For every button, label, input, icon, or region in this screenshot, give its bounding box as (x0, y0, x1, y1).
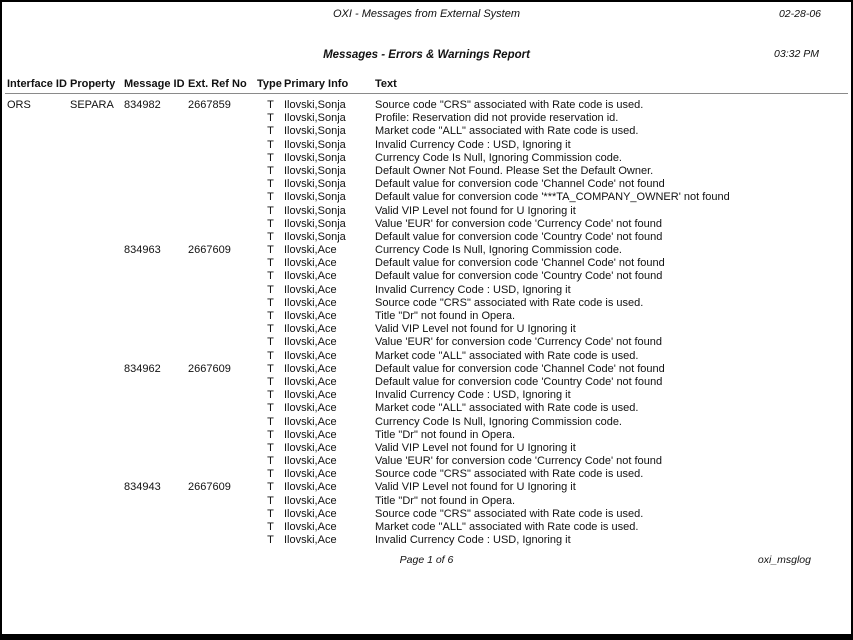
cell-type: T (267, 244, 274, 257)
cell-type: T (267, 296, 274, 309)
cell-primary-info: Ilovski,Ace (284, 336, 337, 349)
cell-type: T (267, 138, 274, 151)
table-header-divider (5, 93, 848, 94)
cell-type: T (267, 481, 274, 494)
cell-primary-info: Ilovski,Ace (284, 244, 337, 257)
table-row (2, 205, 851, 218)
cell-type: T (267, 415, 274, 428)
cell-message-text: Invalid Currency Code : USD, Ignoring it (375, 138, 571, 151)
table-row (2, 218, 851, 231)
column-header-interface-id: Interface ID (7, 78, 67, 90)
cell-type: T (267, 428, 274, 441)
cell-message-text: Profile: Reservation did not provide reservation id. (375, 112, 619, 125)
cell-message-text: Source code "CRS" associated with Rate code is used. (375, 507, 644, 520)
table-row (2, 429, 851, 442)
table-row (2, 534, 851, 547)
cell-type: T (267, 455, 274, 468)
cell-message-text: Default Owner Not Found. Please Set the Default Owner. (375, 164, 654, 177)
cell-message-text: Default value for conversion code 'Channel Code' not found (375, 257, 665, 270)
table-row (2, 310, 851, 323)
cell-message-id: 834943 (124, 481, 161, 494)
column-header-primary-info: Primary Info (284, 78, 349, 90)
table-row (2, 125, 851, 138)
table-row (2, 178, 851, 191)
table-row (2, 270, 851, 283)
table-row (2, 231, 851, 244)
cell-primary-info: Ilovski,Sonja (284, 99, 346, 111)
table-row (2, 455, 851, 468)
cell-message-text: Valid VIP Level not found for U Ignoring it (375, 481, 576, 494)
cell-primary-info: Ilovski,Ace (284, 270, 337, 283)
cell-ext-ref-no: 2667609 (188, 481, 231, 494)
cell-primary-info: Ilovski,Ace (284, 257, 337, 270)
cell-primary-info: Ilovski,Ace (284, 296, 337, 309)
cell-type: T (267, 507, 274, 520)
cell-message-text: Title "Dr" not found in Opera. (375, 428, 516, 441)
cell-type: T (267, 375, 274, 388)
cell-type: T (267, 164, 274, 177)
cell-primary-info: Ilovski,Ace (284, 415, 337, 428)
table-row (2, 139, 851, 152)
cell-message-text: Source code "CRS" associated with Rate code is used. (375, 99, 644, 111)
cell-type: T (267, 468, 274, 481)
cell-property: SEPARA (70, 99, 114, 111)
cell-primary-info: Ilovski,Sonja (284, 138, 346, 151)
cell-type: T (267, 389, 274, 402)
cell-message-text: Invalid Currency Code : USD, Ignoring it (375, 283, 571, 296)
cell-primary-info: Ilovski,Ace (284, 455, 337, 468)
cell-primary-info: Ilovski,Sonja (284, 112, 346, 125)
cell-primary-info: Ilovski,Ace (284, 362, 337, 375)
cell-ext-ref-no: 2667609 (188, 362, 231, 375)
table-row (2, 99, 851, 112)
cell-message-text: Source code "CRS" associated with Rate code is used. (375, 468, 644, 481)
cell-message-text: Market code "ALL" associated with Rate code is used. (375, 402, 639, 415)
cell-message-text: Currency Code Is Null, Ignoring Commission code. (375, 415, 622, 428)
cell-type: T (267, 521, 274, 533)
cell-primary-info: Ilovski,Ace (284, 494, 337, 507)
cell-type: T (267, 151, 274, 164)
table-row (2, 442, 851, 455)
cell-primary-info: Ilovski,Sonja (284, 204, 346, 217)
report-subtitle: Messages - Errors & Warnings Report (323, 49, 530, 61)
report-title: OXI - Messages from External System (332, 8, 521, 20)
cell-primary-info: Ilovski,Sonja (284, 178, 346, 191)
cell-message-id: 834963 (124, 244, 161, 257)
table-row (2, 323, 851, 336)
table-row (2, 481, 851, 494)
table-row (2, 336, 851, 349)
cell-message-text: Default value for conversion code 'Channel Code' not found (375, 362, 665, 375)
cell-message-text: Market code "ALL" associated with Rate code is used. (375, 349, 639, 362)
footer-report-name: oxi_msglog (757, 554, 811, 566)
table-row (2, 402, 851, 415)
cell-primary-info: Ilovski,Ace (284, 349, 337, 362)
cell-type: T (267, 441, 274, 454)
cell-primary-info: Ilovski,Ace (284, 310, 337, 322)
cell-type: T (267, 283, 274, 296)
column-header-message-id: Message ID (124, 78, 185, 90)
cell-message-text: Value 'EUR' for conversion code 'Currency Code' not found (375, 336, 663, 349)
cell-message-text: Valid VIP Level not found for U Ignoring it (375, 323, 576, 336)
cell-message-text: Currency Code Is Null, Ignoring Commission code. (375, 244, 622, 257)
cell-primary-info: Ilovski,Ace (284, 402, 337, 415)
cell-primary-info: Ilovski,Ace (284, 428, 337, 441)
table-row (2, 389, 851, 402)
table-row (2, 152, 851, 165)
cell-message-text: Source code "CRS" associated with Rate code is used. (375, 296, 644, 309)
cell-primary-info: Ilovski,Sonja (284, 230, 346, 243)
cell-primary-info: Ilovski,Sonja (284, 164, 346, 177)
cell-type: T (267, 336, 274, 349)
table-header-row (2, 78, 851, 90)
cell-type: T (267, 125, 274, 138)
table-row (2, 508, 851, 521)
table-row (2, 521, 851, 534)
cell-message-text: Title "Dr" not found in Opera. (375, 494, 516, 507)
cell-type: T (267, 534, 274, 547)
cell-primary-info: Ilovski,Sonja (284, 191, 346, 204)
report-time: 03:32 PM (774, 48, 819, 60)
table-row (2, 468, 851, 481)
column-header-property: Property (70, 78, 116, 90)
cell-message-text: Default value for conversion code 'Country Code' not found (375, 270, 663, 283)
cell-type: T (267, 257, 274, 270)
cell-message-text: Valid VIP Level not found for U Ignoring it (375, 441, 576, 454)
cell-message-text: Default value for conversion code 'Country Code' not found (375, 230, 663, 243)
cell-message-text: Currency Code Is Null, Ignoring Commission code. (375, 151, 622, 164)
cell-message-text: Value 'EUR' for conversion code 'Currency Code' not found (375, 217, 663, 230)
cell-primary-info: Ilovski,Ace (284, 481, 337, 494)
table-row (2, 350, 851, 363)
table-row (2, 191, 851, 204)
cell-primary-info: Ilovski,Ace (284, 389, 337, 402)
cell-message-text: Market code "ALL" associated with Rate code is used. (375, 521, 639, 533)
column-header-type: Type (257, 78, 282, 90)
cell-message-text: Valid VIP Level not found for U Ignoring it (375, 204, 576, 217)
table-row (2, 495, 851, 508)
cell-type: T (267, 494, 274, 507)
cell-primary-info: Ilovski,Ace (284, 323, 337, 336)
cell-type: T (267, 310, 274, 322)
table-row (2, 297, 851, 310)
cell-message-text: Default value for conversion code 'Country Code' not found (375, 375, 663, 388)
cell-message-text: Default value for conversion code '***TA_COMPANY_OWNER' not found (375, 191, 730, 204)
cell-type: T (267, 230, 274, 243)
cell-primary-info: Ilovski,Ace (284, 468, 337, 481)
table-row (2, 376, 851, 389)
cell-ext-ref-no: 2667859 (188, 99, 231, 111)
column-header-text: Text (375, 78, 397, 90)
table-row (2, 112, 851, 125)
cell-message-id: 834962 (124, 362, 161, 375)
cell-type: T (267, 178, 274, 191)
cell-type: T (267, 217, 274, 230)
footer-page-number: Page 1 of 6 (399, 554, 454, 566)
cell-type: T (267, 191, 274, 204)
cell-primary-info: Ilovski,Ace (284, 521, 337, 533)
cell-type: T (267, 270, 274, 283)
cell-message-text: Market code "ALL" associated with Rate code is used. (375, 125, 639, 138)
table-row (2, 284, 851, 297)
cell-interface-id: ORS (7, 99, 31, 111)
cell-type: T (267, 402, 274, 415)
cell-primary-info: Ilovski,Sonja (284, 217, 346, 230)
cell-type: T (267, 204, 274, 217)
table-row (2, 363, 851, 376)
cell-message-text: Invalid Currency Code : USD, Ignoring it (375, 389, 571, 402)
cell-message-text: Default value for conversion code 'Channel Code' not found (375, 178, 665, 191)
report-date: 02-28-06 (778, 8, 821, 20)
cell-message-text: Value 'EUR' for conversion code 'Currency Code' not found (375, 455, 663, 468)
cell-type: T (267, 362, 274, 375)
cell-message-text: Invalid Currency Code : USD, Ignoring it (375, 534, 571, 547)
column-header-ext-ref-no: Ext. Ref No (188, 78, 247, 90)
cell-primary-info: Ilovski,Ace (284, 441, 337, 454)
cell-primary-info: Ilovski,Sonja (284, 151, 346, 164)
cell-primary-info: Ilovski,Ace (284, 283, 337, 296)
cell-primary-info: Ilovski,Sonja (284, 125, 346, 138)
cell-type: T (267, 349, 274, 362)
cell-primary-info: Ilovski,Ace (284, 507, 337, 520)
cell-type: T (267, 99, 274, 111)
cell-message-id: 834982 (124, 99, 161, 111)
cell-message-text: Title "Dr" not found in Opera. (375, 310, 516, 322)
cell-primary-info: Ilovski,Ace (284, 375, 337, 388)
cell-ext-ref-no: 2667609 (188, 244, 231, 257)
table-body (2, 99, 851, 547)
table-row (2, 257, 851, 270)
cell-primary-info: Ilovski,Ace (284, 534, 337, 547)
cell-type: T (267, 112, 274, 125)
cell-type: T (267, 323, 274, 336)
table-row (2, 165, 851, 178)
table-row (2, 244, 851, 257)
table-row (2, 416, 851, 429)
